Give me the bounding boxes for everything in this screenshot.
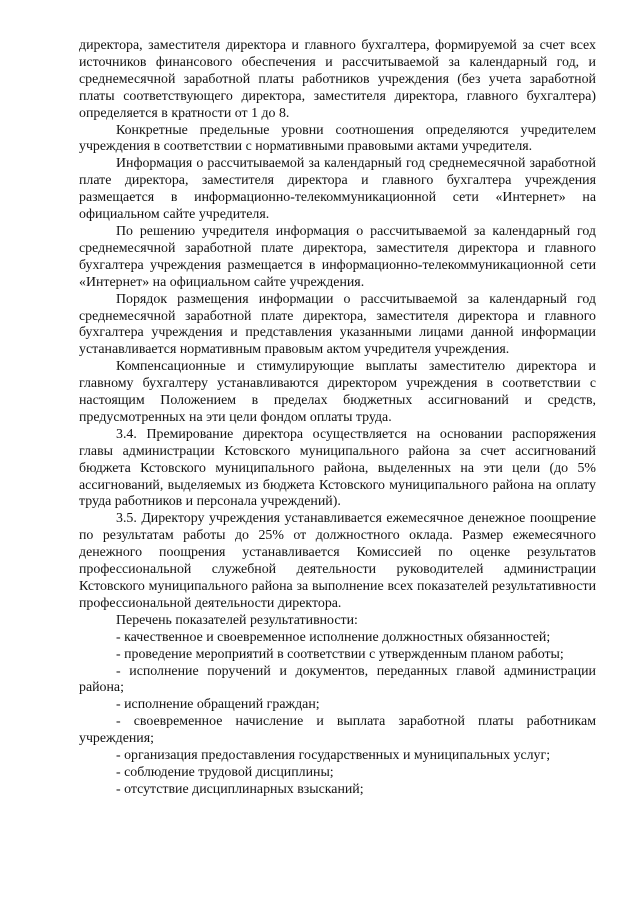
list-item: - исполнение поручений и документов, переданных главой администрации района; xyxy=(79,663,596,696)
section-3-4-paragraph: 3.4. Премирование директора осуществляется на основании распоряжения главы администрации Кстовского муниципального района за счет ассигнований бюджета Кстовского муниципального района, выделенных на эти цели (до 5% ассигнований, выделяемых из бюджета Кстовского муниципального района на оплату труда работников и персонала учреждений). xyxy=(79,426,596,510)
list-item: - отсутствие дисциплинарных взысканий; xyxy=(116,781,364,797)
paragraph: По решению учредителя информация о рассчитываемой за календарный год среднемесячной заработной плате директора, заместителя директора и главного бухгалтера учреждения размещается в информационно-телекоммуникационной сети «Интернет» на официальном сайте учреждения. xyxy=(79,223,596,290)
list-item: - своевременное начисление и выплата заработной платы работникам учреждения; xyxy=(79,714,596,747)
paragraph: Порядок размещения информации о рассчитываемой за календарный год среднемесячной заработной плате директора, заместителя директора и главного бухгалтера учреждения и представления указанными лицами данной информации устанавливается нормативным правовым актом учредителя учреждения. xyxy=(79,291,596,358)
indicators-heading: Перечень показателей результативности: xyxy=(116,612,358,628)
section-3-5-paragraph: 3.5. Директору учреждения устанавливается ежемесячное денежное поощрение по результатам работы до 25% от должностного оклада. Размер ежемесячного денежного поощрения устанавливается Комиссией по оценке результатов профессиональной служебной деятельности руководителей администрации Кстовского муниципального района за выполнение всех показателей результативности профессиональной деятельности директора. xyxy=(79,511,596,611)
paragraph: Конкретные предельные уровни соотношения определяются учредителем учреждения в соответствии с нормативными правовыми актами учредителя. xyxy=(79,122,596,155)
list-item: - организация предоставления государственных и муниципальных услуг; xyxy=(116,748,551,764)
list-item: - соблюдение трудовой дисциплины; xyxy=(116,764,334,780)
list-item: - проведение мероприятий в соответствии с утвержденным планом работы; xyxy=(116,646,564,662)
paragraph: Информация о рассчитываемой за календарный год среднемесячной заработной плате директора, заместителя директора и главного бухгалтера учреждения размещается в информационно-телекоммуникационной сети «Интернет» на официальном сайте учредителя. xyxy=(79,156,596,223)
list-item: - исполнение обращений граждан; xyxy=(116,697,320,713)
paragraph: директора, заместителя директора и главного бухгалтера, формируемой за счет всех источников финансового обеспечения и рассчитываемой за календарный год, и среднемесячной заработной платы работников учреждения (без учета заработной платы соответствующего директора, заместителя директора, главного бухгалтера) определяется в кратности от 1 до 8. xyxy=(79,38,596,121)
list-item: - качественное и своевременное исполнение должностных обязанностей; xyxy=(116,629,551,645)
paragraph: Компенсационные и стимулирующие выплаты заместителю директора и главному бухгалтеру устанавливаются директором учреждения в соответствии с настоящим Положением в пределах бюджетных ассигнований и средств, предусмотренных на эти цели фондом оплаты труда. xyxy=(79,359,596,425)
